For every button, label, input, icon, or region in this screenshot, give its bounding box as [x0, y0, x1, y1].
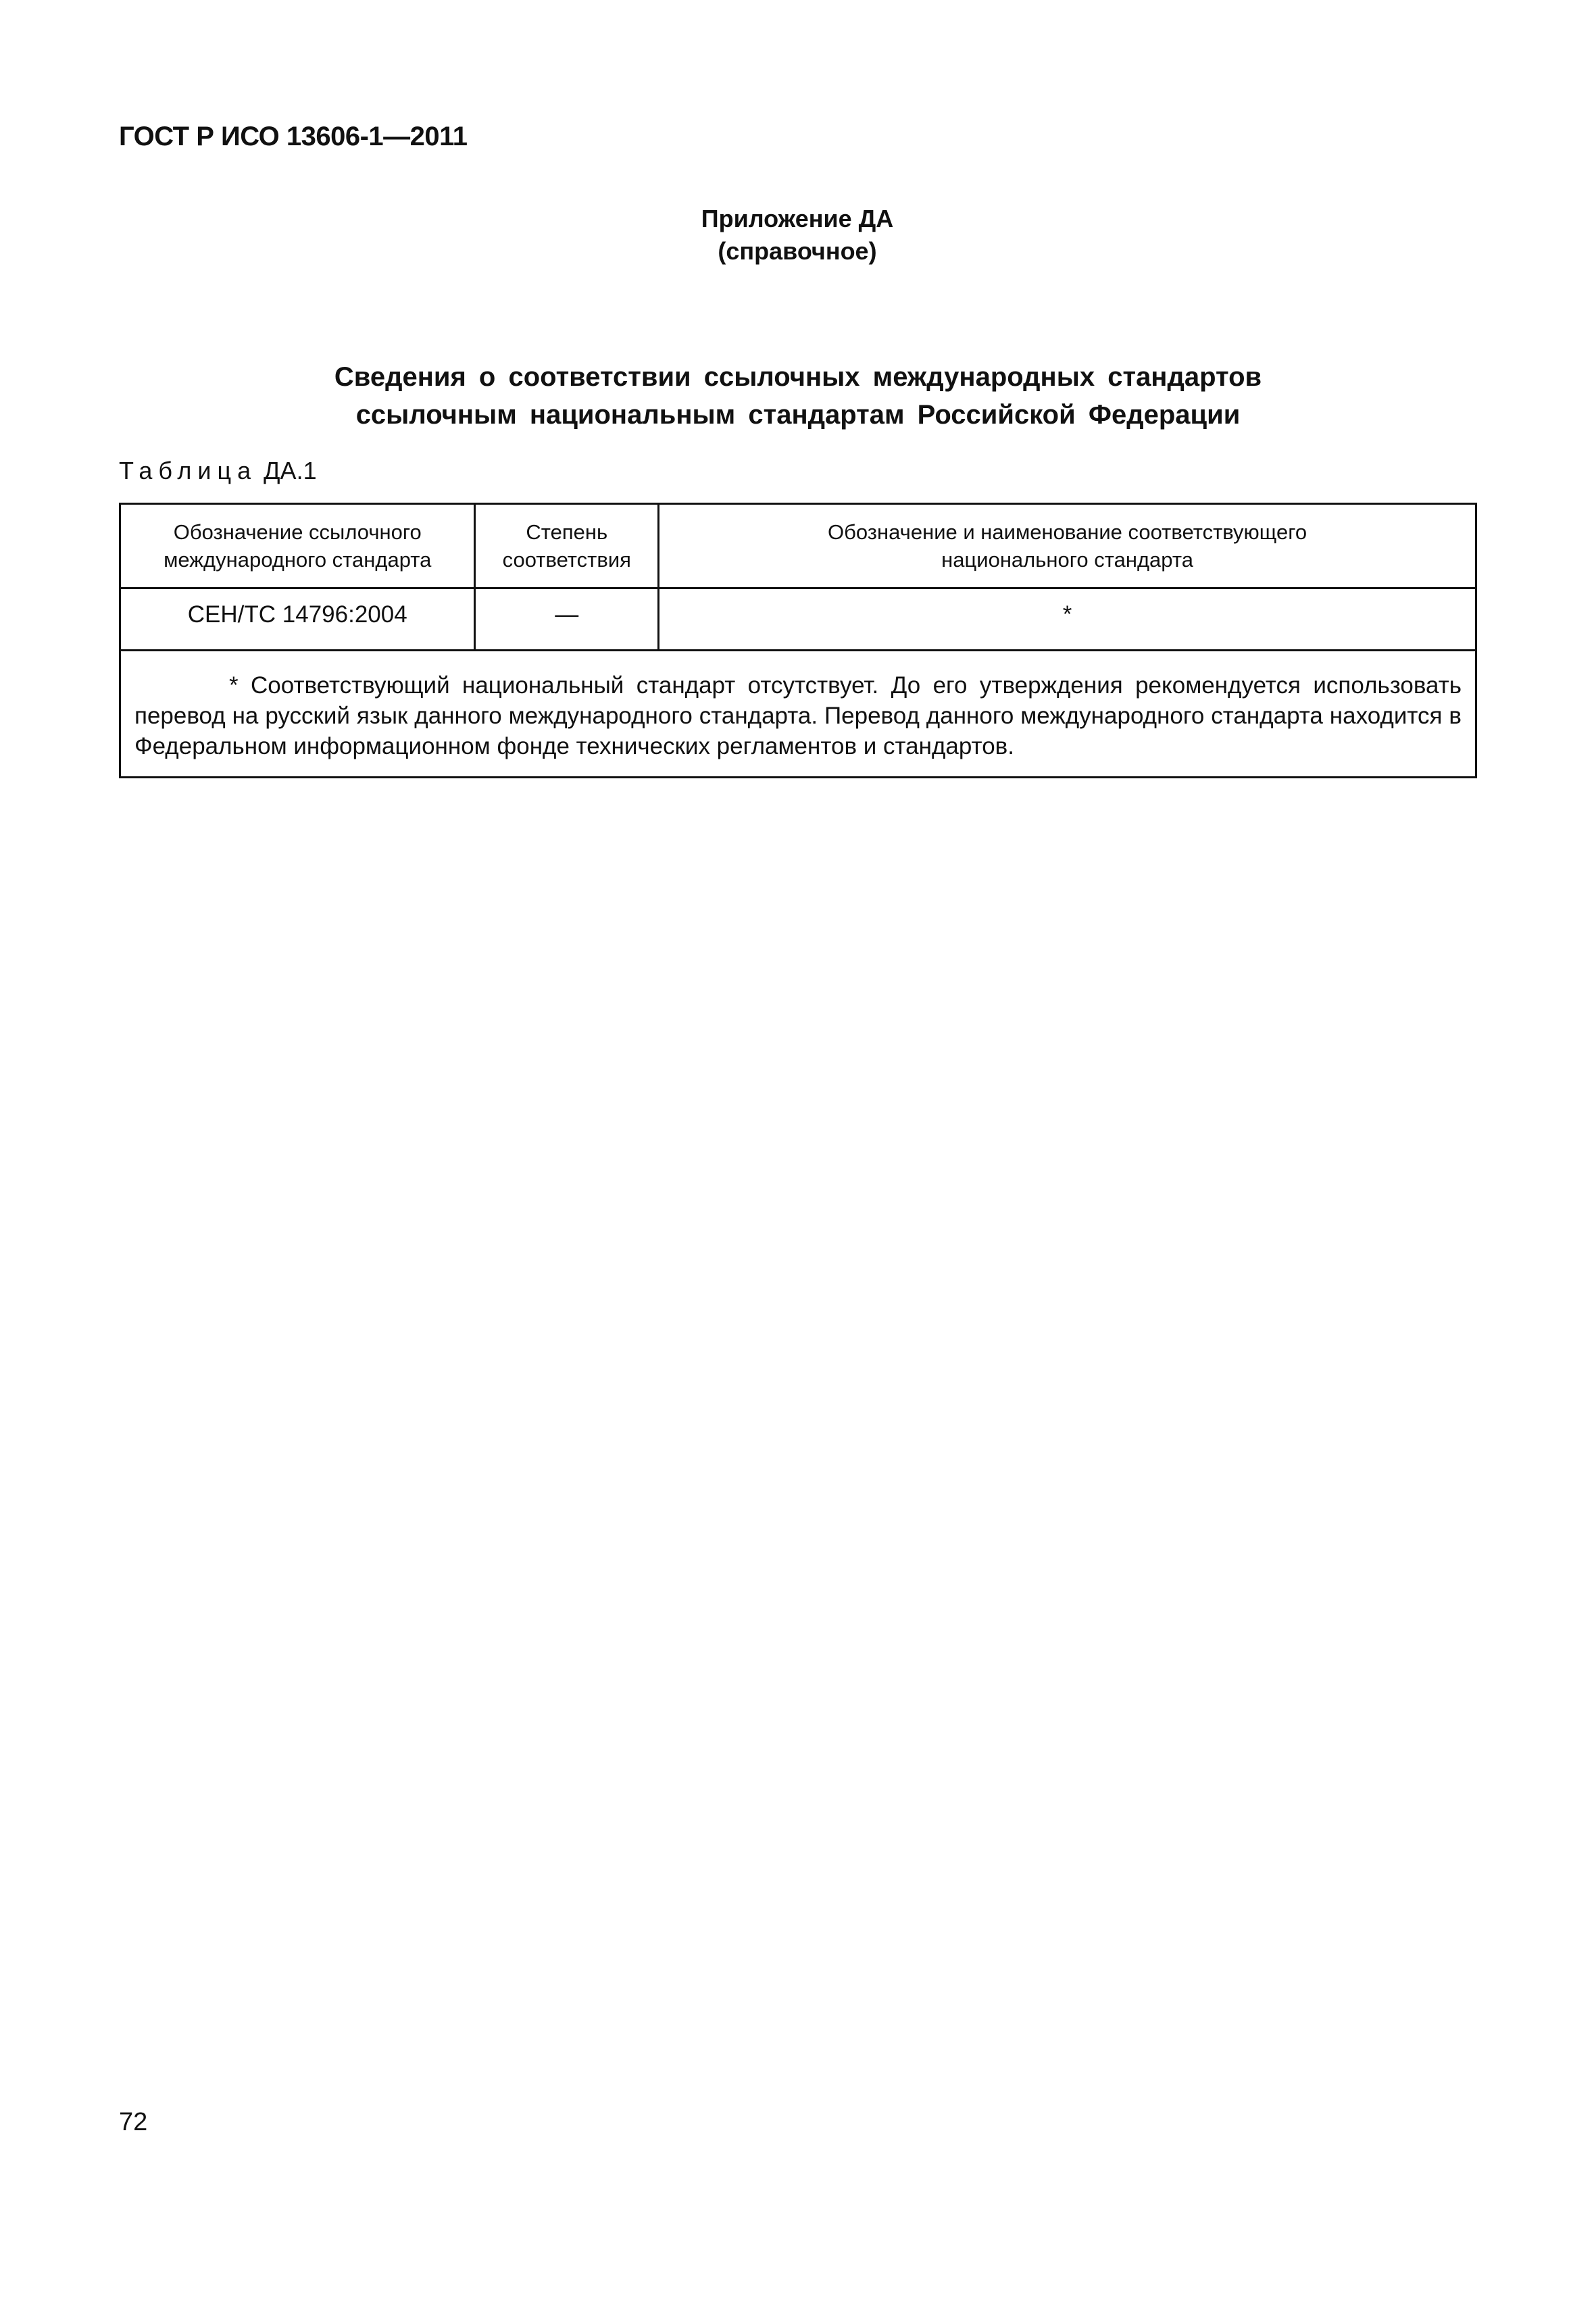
document-code: ГОСТ Р ИСО 13606-1—2011 [119, 122, 468, 151]
column-header-national-standard [659, 504, 1476, 588]
column-header-line: Степень [526, 520, 608, 544]
column-header-designation [120, 504, 475, 588]
table-footnote: * Соответствующий национальный стандарт отсутствует. До его утверждения рекомендуется использовать перевод на русский язык данного международного стандарта. Перевод данного международного стандарта находится в Федеральном информационном фонде технических регламентов и стандартов. [120, 651, 1476, 778]
appendix-title: Приложение ДА [701, 205, 894, 232]
column-header-line: Обозначение и наименование соответствующего [828, 520, 1307, 544]
section-title [119, 358, 1477, 434]
cell-designation: CEH/TC 14796:2004 [120, 588, 475, 651]
table-caption [119, 457, 317, 485]
appendix-subtitle: (справочное) [718, 237, 877, 265]
column-header-line: Обозначение ссылочного [173, 520, 422, 544]
column-header-degree [475, 504, 659, 588]
column-header-line: соответствия [502, 548, 631, 572]
page-number: 72 [119, 2108, 148, 2136]
cell-national-standard: * [659, 588, 1476, 651]
appendix-heading [473, 203, 1122, 268]
standards-table [119, 503, 1477, 778]
column-header-line: национального стандарта [941, 548, 1193, 572]
cell-degree: — [475, 588, 659, 651]
table-header-row [120, 504, 1476, 588]
table-caption-number: ДА.1 [264, 457, 317, 484]
column-header-line: международного стандарта [164, 548, 432, 572]
table-row [120, 588, 1476, 651]
section-title-line-1: Сведения о соответствии ссылочных международных стандартов [334, 362, 1262, 392]
table-footnote-row [120, 651, 1476, 778]
table-caption-word: Таблица [119, 457, 257, 484]
section-title-line-2: ссылочным национальным стандартам Российской Федерации [355, 400, 1241, 430]
